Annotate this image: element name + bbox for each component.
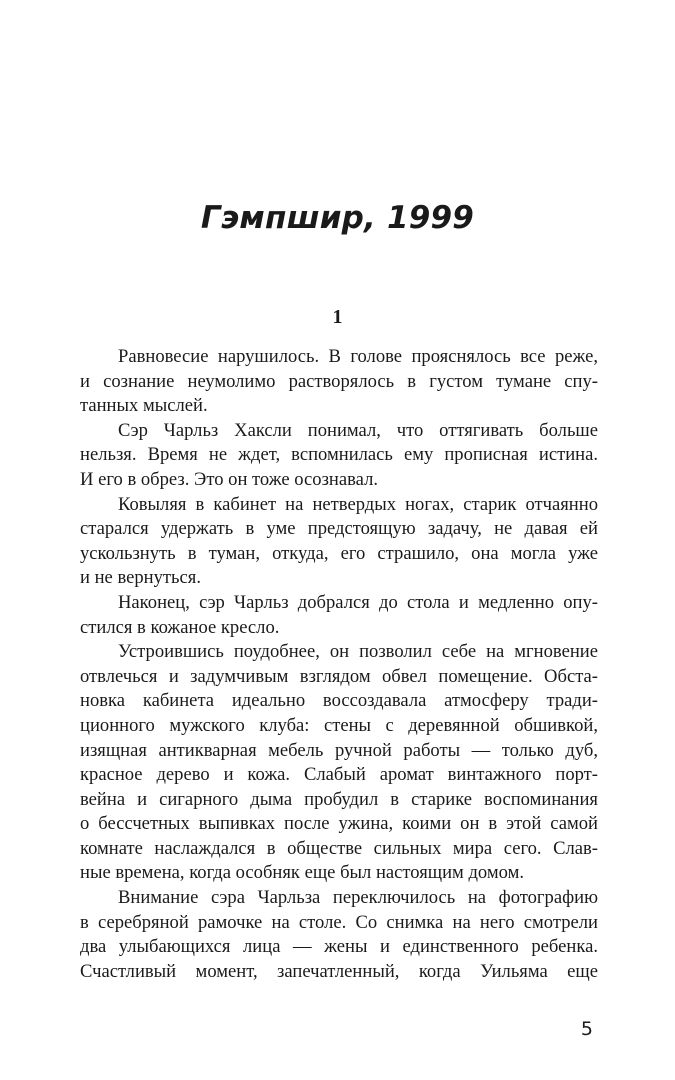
text-line: Равновесие нарушилось. В голове прояснялось все реже, bbox=[118, 346, 598, 367]
text-line: новка кабинета идеально воссоздавала атмосферу тради- bbox=[80, 690, 598, 712]
text-line: Внимание сэра Чарльза переключилось на фотографию bbox=[118, 887, 598, 909]
text-line: старался удержать в уме предстоящую задачу, не давая ей bbox=[80, 518, 598, 540]
body-text bbox=[80, 345, 598, 984]
text-line: Ковыляя в кабинет на нетвердых ногах, старик отчаянно bbox=[118, 493, 598, 515]
text-line: Устроившись поудобнее, он позволил себе на мгновение bbox=[118, 641, 598, 663]
text-line: ционного мужского клуба: стены с деревянной обшивкой, bbox=[80, 714, 598, 736]
chapter-title: Гэмпшир, 1999 bbox=[200, 200, 475, 236]
text-line: изящная антикварная мебель ручной работы — только дуб, bbox=[80, 739, 598, 761]
text-line: Счастливый момент, запечатленный, когда Уильяма еще bbox=[80, 960, 598, 982]
text-line: и не вернуться. bbox=[80, 567, 201, 589]
text-line: Наконец, сэр Чарльз добрался до стола и медленно опу- bbox=[118, 591, 598, 613]
text-line: о бессчетных выпивках после ужина, коими он в этой самой bbox=[80, 813, 598, 835]
text-line: отвлечься и задумчивым взглядом обвел помещение. Обста- bbox=[80, 665, 598, 687]
text-line: в серебряной рамочке на столе. Со снимка на него смотрели bbox=[80, 911, 598, 933]
text-line: комнате наслаждался в обществе сильных мира сего. Слав- bbox=[80, 837, 598, 859]
text-line: стился в кожаное кресло. bbox=[80, 616, 280, 638]
text-line: И его в обрез. Это он тоже осознавал. bbox=[80, 468, 378, 490]
text-line: два улыбающихся лица — жены и единственного ребенка. bbox=[80, 936, 598, 958]
section-number: 1 bbox=[332, 306, 343, 328]
text-line: ные времена, когда особняк еще был настоящим домом. bbox=[80, 862, 524, 884]
text-line: танных мыслей. bbox=[80, 395, 208, 417]
page-number: 5 bbox=[580, 1018, 593, 1040]
text-line: вейна и сигарного дыма пробудил в старике воспоминания bbox=[80, 788, 598, 810]
text-line: ускользнуть в туман, откуда, его страшило, она могла уже bbox=[80, 542, 598, 564]
text-line: нельзя. Время не ждет, вспомнилась ему прописная истина. bbox=[80, 444, 598, 466]
text-line: красное дерево и кожа. Слабый аромат винтажного порт- bbox=[80, 764, 598, 786]
text-line: Сэр Чарльз Хаксли понимал, что оттягивать больше bbox=[118, 419, 598, 441]
text-line: и сознание неумолимо растворялось в густом тумане спу- bbox=[80, 370, 598, 392]
